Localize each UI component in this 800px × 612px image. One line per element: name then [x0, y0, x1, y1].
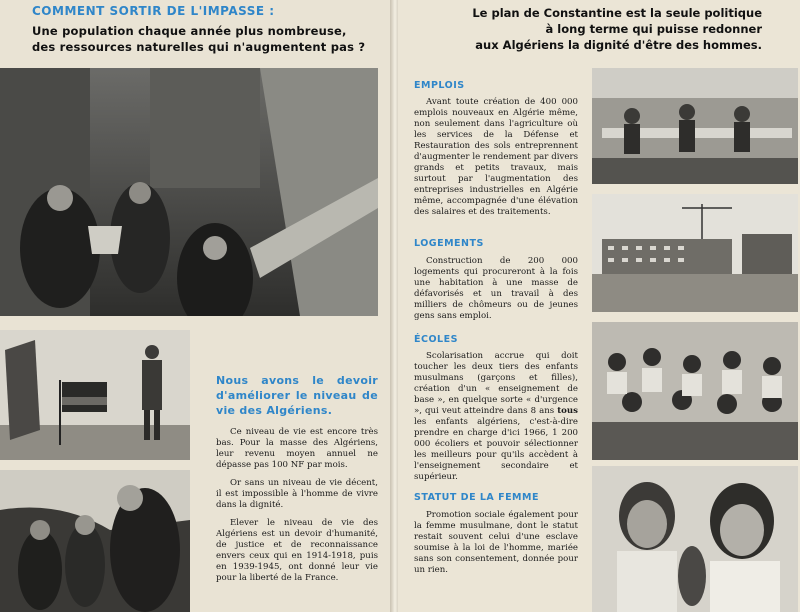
right-heading-line3: aux Algériens la dignité d'être des hommes.	[475, 38, 762, 52]
section-text-ecoles	[414, 351, 578, 483]
photo-office-workers	[592, 68, 798, 184]
left-paragraph-1: Ce niveau de vie est encore très bas. Pour la masse des Algériens, leur revenu moyen annuel ne dépasse pas 100 NF par mois.	[216, 427, 378, 470]
photo-schoolchildren	[592, 322, 798, 460]
left-paragraph-2: Or sans un niveau de vie décent, il est impossible à l'homme de vivre dans la dignité.	[216, 478, 378, 510]
left-body	[216, 427, 378, 591]
section-title-emplois: EMPLOIS	[414, 80, 465, 91]
left-heading-blue: COMMENT SORTIR DE L'IMPASSE :	[32, 4, 275, 18]
callout-text: Nous avons le devoir d'améliorer le niveau de vie des Algériens.	[216, 374, 378, 417]
ecoles-text-bold: tous	[557, 406, 578, 416]
section-text-emplois: Avant toute création de 400 000 emplois nouveaux en Algérie même, non seulement dans l'agriculture où les services de la Défense et Restauration des sols entreprennent d'augmenter le rendement par divers grands et petits travaux, mais surtout par l'augmentation des entreprises industrielles en Algérie même, accompagnée d'une élévation des salaires et des traitements.	[414, 97, 578, 217]
ecoles-text-before: Scolarisation accrue qui doit toucher les deux tiers des enfants musulmans (garçons et filles), création d'un « enseignement de base », en quelque sorte « d'urgence », qui veut atteindre dans 8 ans	[414, 351, 578, 416]
photo-soldier-flag	[0, 330, 190, 460]
photo-women-camp	[0, 68, 378, 316]
right-page	[398, 0, 800, 612]
right-heading-line1: Le plan de Constantine est la seule politique	[472, 6, 762, 20]
ecoles-text-after: les enfants algériens, c'est-à-dire prendre en charge d'ici 1966, 1 200 000 écoliers et pouvoir sélectionner les meilleurs pour qu'ils accèdent à l'enseignement secondaire et supérieur.	[414, 417, 578, 482]
section-text-statut: Promotion sociale également pour la femme musulmane, dont le statut restait souvent celui d'une esclave soumise à la loi de l'homme, mariée sans son consentement, donnée pour un rien.	[414, 510, 578, 575]
left-paragraph-3: Elever le niveau de vie des Algériens est un devoir d'humanité, de justice et de reconnaissance envers ceux qui en 1914-1918, puis en 1939-1945, ont donné leur vie pour la liberté de la France.	[216, 518, 378, 583]
photo-housing-construction	[592, 194, 798, 312]
section-title-statut: STATUT DE LA FEMME	[414, 492, 539, 503]
right-heading-line2: à long terme qui puisse redonner	[545, 22, 762, 36]
section-title-logements: LOGEMENTS	[414, 238, 484, 249]
left-heading-line2: des ressources naturelles qui n'augmentent pas ?	[32, 40, 366, 54]
left-page	[0, 0, 392, 612]
section-title-ecoles: ÉCOLES	[414, 334, 458, 345]
photo-women-portraits	[592, 466, 798, 612]
photo-children-group	[0, 470, 190, 612]
section-text-logements: Construction de 200 000 logements qui procureront à la fois une habitation à une masse de défavorisés et un travail à des milliers de chômeurs ou de jeunes gens sans emploi.	[414, 256, 578, 321]
left-heading-line1: Une population chaque année plus nombreuse,	[32, 24, 347, 38]
